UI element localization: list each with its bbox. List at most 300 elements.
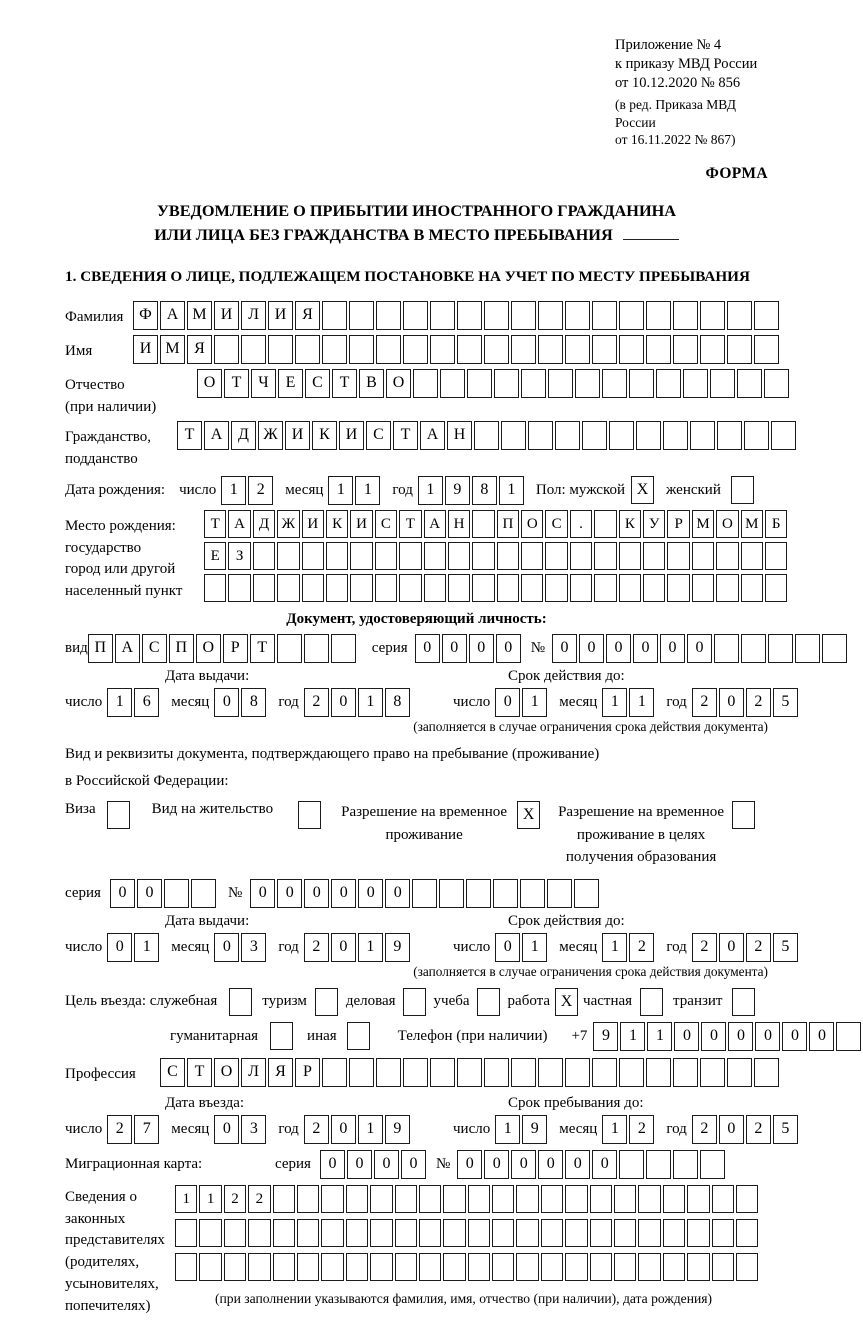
char-cell[interactable]: 1 <box>602 933 627 962</box>
char-cell[interactable] <box>511 301 536 330</box>
char-cell[interactable] <box>712 1253 734 1281</box>
char-cell[interactable] <box>687 1253 709 1281</box>
char-cell[interactable] <box>472 574 494 602</box>
char-cell[interactable]: 0 <box>495 688 520 717</box>
char-cell[interactable] <box>403 301 428 330</box>
char-cell[interactable] <box>614 1253 636 1281</box>
char-cell[interactable] <box>413 369 438 398</box>
purpose-transit-checkbox[interactable] <box>732 988 755 1016</box>
char-cell[interactable] <box>646 301 671 330</box>
char-cell[interactable] <box>516 1185 538 1213</box>
char-cell[interactable] <box>430 335 455 364</box>
char-cell[interactable] <box>297 1185 319 1213</box>
char-cell[interactable]: 0 <box>809 1022 834 1051</box>
char-cell[interactable] <box>619 542 641 570</box>
char-cell[interactable] <box>638 1253 660 1281</box>
char-cell[interactable] <box>164 879 189 908</box>
char-cell[interactable] <box>468 1185 490 1213</box>
char-cell[interactable] <box>741 542 763 570</box>
char-cell[interactable]: М <box>160 335 185 364</box>
char-cell[interactable] <box>297 1219 319 1247</box>
char-cell[interactable] <box>326 574 348 602</box>
purpose-business-checkbox[interactable] <box>229 988 252 1016</box>
char-cell[interactable] <box>673 1150 698 1179</box>
char-cell[interactable]: А <box>160 301 185 330</box>
char-cell[interactable]: 0 <box>511 1150 536 1179</box>
char-cell[interactable]: 0 <box>442 634 467 663</box>
char-cell[interactable] <box>204 574 226 602</box>
char-cell[interactable] <box>321 1185 343 1213</box>
char-cell[interactable] <box>277 634 302 663</box>
char-cell[interactable] <box>690 421 715 450</box>
char-cell[interactable]: Р <box>667 510 689 538</box>
char-cell[interactable] <box>594 542 616 570</box>
char-cell[interactable]: 1 <box>620 1022 645 1051</box>
char-cell[interactable] <box>646 1058 671 1087</box>
char-cell[interactable] <box>754 301 779 330</box>
purpose-other-checkbox[interactable] <box>347 1022 370 1050</box>
char-cell[interactable] <box>443 1253 465 1281</box>
char-cell[interactable] <box>228 574 250 602</box>
char-cell[interactable]: 2 <box>248 1185 270 1213</box>
rvp-edu-checkbox[interactable] <box>732 801 755 829</box>
char-cell[interactable] <box>494 369 519 398</box>
char-cell[interactable] <box>565 1253 587 1281</box>
char-cell[interactable] <box>322 1058 347 1087</box>
char-cell[interactable] <box>253 542 275 570</box>
char-cell[interactable]: 0 <box>687 634 712 663</box>
char-cell[interactable]: 2 <box>304 1115 329 1144</box>
char-cell[interactable]: 2 <box>746 1115 771 1144</box>
char-cell[interactable]: 0 <box>606 634 631 663</box>
char-cell[interactable]: 2 <box>746 933 771 962</box>
char-cell[interactable]: 0 <box>728 1022 753 1051</box>
char-cell[interactable]: П <box>497 510 519 538</box>
char-cell[interactable]: 0 <box>701 1022 726 1051</box>
char-cell[interactable] <box>248 1253 270 1281</box>
char-cell[interactable] <box>638 1185 660 1213</box>
char-cell[interactable]: 1 <box>499 476 524 505</box>
char-cell[interactable]: 0 <box>358 879 383 908</box>
char-cell[interactable]: Т <box>204 510 226 538</box>
char-cell[interactable] <box>765 542 787 570</box>
char-cell[interactable] <box>629 369 654 398</box>
char-cell[interactable] <box>727 301 752 330</box>
char-cell[interactable] <box>614 1219 636 1247</box>
char-cell[interactable] <box>468 1253 490 1281</box>
char-cell[interactable] <box>541 1185 563 1213</box>
char-cell[interactable] <box>191 879 216 908</box>
char-cell[interactable] <box>565 335 590 364</box>
char-cell[interactable]: 1 <box>522 688 547 717</box>
char-cell[interactable]: З <box>228 542 250 570</box>
char-cell[interactable]: . <box>570 510 592 538</box>
char-cell[interactable]: А <box>228 510 250 538</box>
char-cell[interactable]: 5 <box>773 688 798 717</box>
char-cell[interactable]: И <box>268 301 293 330</box>
char-cell[interactable] <box>687 1219 709 1247</box>
char-cell[interactable]: 2 <box>304 688 329 717</box>
char-cell[interactable] <box>241 335 266 364</box>
char-cell[interactable]: 0 <box>719 933 744 962</box>
char-cell[interactable]: М <box>692 510 714 538</box>
char-cell[interactable] <box>501 421 526 450</box>
char-cell[interactable] <box>744 421 769 450</box>
char-cell[interactable] <box>538 1058 563 1087</box>
char-cell[interactable]: Е <box>278 369 303 398</box>
char-cell[interactable] <box>521 369 546 398</box>
char-cell[interactable] <box>712 1185 734 1213</box>
char-cell[interactable]: К <box>619 510 641 538</box>
char-cell[interactable]: Я <box>268 1058 293 1087</box>
char-cell[interactable]: 1 <box>602 688 627 717</box>
char-cell[interactable]: И <box>214 301 239 330</box>
char-cell[interactable]: 9 <box>593 1022 618 1051</box>
char-cell[interactable] <box>592 1058 617 1087</box>
char-cell[interactable]: Т <box>393 421 418 450</box>
char-cell[interactable]: А <box>420 421 445 450</box>
char-cell[interactable]: 1 <box>629 688 654 717</box>
char-cell[interactable] <box>716 574 738 602</box>
char-cell[interactable] <box>836 1022 861 1051</box>
char-cell[interactable] <box>541 1253 563 1281</box>
char-cell[interactable]: 2 <box>248 476 273 505</box>
char-cell[interactable]: Т <box>187 1058 212 1087</box>
char-cell[interactable] <box>590 1185 612 1213</box>
char-cell[interactable] <box>609 421 634 450</box>
char-cell[interactable] <box>663 421 688 450</box>
char-cell[interactable] <box>277 574 299 602</box>
char-cell[interactable]: 1 <box>358 1115 383 1144</box>
char-cell[interactable] <box>511 1058 536 1087</box>
char-cell[interactable]: 2 <box>692 933 717 962</box>
char-cell[interactable] <box>297 1253 319 1281</box>
char-cell[interactable] <box>619 574 641 602</box>
rvp-checkbox[interactable]: X <box>517 801 540 829</box>
char-cell[interactable] <box>302 574 324 602</box>
char-cell[interactable]: 1 <box>199 1185 221 1213</box>
char-cell[interactable] <box>419 1253 441 1281</box>
char-cell[interactable]: 3 <box>241 1115 266 1144</box>
char-cell[interactable]: 0 <box>347 1150 372 1179</box>
char-cell[interactable] <box>412 879 437 908</box>
char-cell[interactable] <box>419 1219 441 1247</box>
char-cell[interactable] <box>322 301 347 330</box>
char-cell[interactable] <box>492 1219 514 1247</box>
char-cell[interactable]: 9 <box>445 476 470 505</box>
char-cell[interactable] <box>321 1253 343 1281</box>
char-cell[interactable]: 0 <box>565 1150 590 1179</box>
char-cell[interactable] <box>754 335 779 364</box>
visa-checkbox[interactable] <box>107 801 130 829</box>
char-cell[interactable] <box>472 542 494 570</box>
char-cell[interactable] <box>822 634 847 663</box>
char-cell[interactable]: 0 <box>674 1022 699 1051</box>
char-cell[interactable] <box>516 1219 538 1247</box>
char-cell[interactable] <box>302 542 324 570</box>
char-cell[interactable]: О <box>521 510 543 538</box>
char-cell[interactable] <box>448 574 470 602</box>
char-cell[interactable]: 0 <box>592 1150 617 1179</box>
char-cell[interactable] <box>295 335 320 364</box>
char-cell[interactable] <box>375 574 397 602</box>
char-cell[interactable] <box>350 574 372 602</box>
char-cell[interactable] <box>667 574 689 602</box>
char-cell[interactable] <box>424 574 446 602</box>
char-cell[interactable] <box>493 879 518 908</box>
char-cell[interactable]: Л <box>241 301 266 330</box>
char-cell[interactable] <box>472 510 494 538</box>
char-cell[interactable] <box>326 542 348 570</box>
char-cell[interactable]: И <box>285 421 310 450</box>
purpose-private-checkbox[interactable] <box>640 988 663 1016</box>
char-cell[interactable]: С <box>142 634 167 663</box>
char-cell[interactable]: 0 <box>401 1150 426 1179</box>
char-cell[interactable]: О <box>197 369 222 398</box>
char-cell[interactable] <box>175 1253 197 1281</box>
char-cell[interactable]: 0 <box>495 933 520 962</box>
char-cell[interactable] <box>636 421 661 450</box>
char-cell[interactable] <box>736 1219 758 1247</box>
char-cell[interactable] <box>663 1185 685 1213</box>
char-cell[interactable] <box>717 421 742 450</box>
char-cell[interactable] <box>570 574 592 602</box>
char-cell[interactable] <box>484 1058 509 1087</box>
char-cell[interactable]: 0 <box>214 688 239 717</box>
char-cell[interactable] <box>619 1150 644 1179</box>
char-cell[interactable]: 0 <box>110 879 135 908</box>
char-cell[interactable] <box>520 879 545 908</box>
char-cell[interactable]: Е <box>204 542 226 570</box>
char-cell[interactable]: У <box>643 510 665 538</box>
char-cell[interactable]: 0 <box>385 879 410 908</box>
sex-male-checkbox[interactable]: X <box>631 476 654 504</box>
char-cell[interactable] <box>349 1058 374 1087</box>
char-cell[interactable] <box>516 1253 538 1281</box>
char-cell[interactable] <box>590 1253 612 1281</box>
char-cell[interactable]: Т <box>250 634 275 663</box>
char-cell[interactable]: 9 <box>522 1115 547 1144</box>
char-cell[interactable]: 2 <box>304 933 329 962</box>
char-cell[interactable] <box>376 335 401 364</box>
char-cell[interactable] <box>521 542 543 570</box>
char-cell[interactable] <box>331 634 356 663</box>
char-cell[interactable]: О <box>214 1058 239 1087</box>
char-cell[interactable] <box>741 574 763 602</box>
char-cell[interactable] <box>565 1219 587 1247</box>
char-cell[interactable] <box>683 369 708 398</box>
char-cell[interactable] <box>771 421 796 450</box>
char-cell[interactable]: 2 <box>692 688 717 717</box>
char-cell[interactable] <box>399 574 421 602</box>
char-cell[interactable] <box>175 1219 197 1247</box>
char-cell[interactable] <box>673 335 698 364</box>
char-cell[interactable]: С <box>160 1058 185 1087</box>
char-cell[interactable]: 0 <box>660 634 685 663</box>
char-cell[interactable] <box>430 1058 455 1087</box>
char-cell[interactable] <box>375 542 397 570</box>
char-cell[interactable]: 0 <box>469 634 494 663</box>
char-cell[interactable] <box>541 1219 563 1247</box>
char-cell[interactable]: 8 <box>385 688 410 717</box>
char-cell[interactable] <box>545 542 567 570</box>
char-cell[interactable] <box>545 574 567 602</box>
char-cell[interactable]: 2 <box>629 1115 654 1144</box>
char-cell[interactable] <box>582 421 607 450</box>
char-cell[interactable]: Ч <box>251 369 276 398</box>
char-cell[interactable]: 1 <box>602 1115 627 1144</box>
char-cell[interactable]: 2 <box>629 933 654 962</box>
char-cell[interactable]: 1 <box>647 1022 672 1051</box>
char-cell[interactable]: А <box>204 421 229 450</box>
char-cell[interactable] <box>395 1185 417 1213</box>
char-cell[interactable] <box>468 1219 490 1247</box>
char-cell[interactable] <box>575 369 600 398</box>
char-cell[interactable]: 2 <box>692 1115 717 1144</box>
char-cell[interactable]: В <box>359 369 384 398</box>
sex-female-checkbox[interactable] <box>731 476 754 504</box>
char-cell[interactable] <box>466 879 491 908</box>
char-cell[interactable]: И <box>339 421 364 450</box>
char-cell[interactable]: Н <box>448 510 470 538</box>
char-cell[interactable] <box>764 369 789 398</box>
char-cell[interactable] <box>521 574 543 602</box>
char-cell[interactable]: С <box>305 369 330 398</box>
char-cell[interactable]: О <box>716 510 738 538</box>
char-cell[interactable]: 1 <box>358 688 383 717</box>
char-cell[interactable]: Т <box>399 510 421 538</box>
char-cell[interactable]: 0 <box>782 1022 807 1051</box>
char-cell[interactable]: О <box>386 369 411 398</box>
char-cell[interactable]: 1 <box>134 933 159 962</box>
char-cell[interactable] <box>528 421 553 450</box>
char-cell[interactable] <box>643 542 665 570</box>
char-cell[interactable] <box>716 542 738 570</box>
char-cell[interactable]: С <box>375 510 397 538</box>
char-cell[interactable]: 0 <box>633 634 658 663</box>
char-cell[interactable]: М <box>741 510 763 538</box>
char-cell[interactable]: Д <box>253 510 275 538</box>
char-cell[interactable]: 1 <box>328 476 353 505</box>
char-cell[interactable]: 1 <box>418 476 443 505</box>
char-cell[interactable] <box>570 542 592 570</box>
char-cell[interactable]: 1 <box>495 1115 520 1144</box>
char-cell[interactable] <box>714 634 739 663</box>
char-cell[interactable] <box>619 1058 644 1087</box>
char-cell[interactable]: Я <box>295 301 320 330</box>
char-cell[interactable] <box>273 1253 295 1281</box>
char-cell[interactable]: 5 <box>773 933 798 962</box>
char-cell[interactable] <box>547 879 572 908</box>
char-cell[interactable]: К <box>326 510 348 538</box>
char-cell[interactable] <box>646 1150 671 1179</box>
char-cell[interactable]: 2 <box>107 1115 132 1144</box>
char-cell[interactable] <box>439 879 464 908</box>
char-cell[interactable] <box>224 1219 246 1247</box>
char-cell[interactable] <box>322 335 347 364</box>
char-cell[interactable]: 3 <box>241 933 266 962</box>
char-cell[interactable] <box>511 335 536 364</box>
char-cell[interactable] <box>614 1185 636 1213</box>
char-cell[interactable] <box>350 542 372 570</box>
char-cell[interactable]: 0 <box>331 879 356 908</box>
purpose-work-checkbox[interactable]: X <box>555 988 578 1016</box>
char-cell[interactable]: 1 <box>175 1185 197 1213</box>
char-cell[interactable]: 0 <box>755 1022 780 1051</box>
char-cell[interactable] <box>592 335 617 364</box>
char-cell[interactable] <box>700 1058 725 1087</box>
char-cell[interactable] <box>736 1253 758 1281</box>
char-cell[interactable] <box>643 574 665 602</box>
char-cell[interactable]: П <box>169 634 194 663</box>
residence-permit-checkbox[interactable] <box>298 801 321 829</box>
purpose-study-checkbox[interactable] <box>477 988 500 1016</box>
char-cell[interactable] <box>687 1185 709 1213</box>
char-cell[interactable]: И <box>133 335 158 364</box>
char-cell[interactable] <box>440 369 465 398</box>
char-cell[interactable] <box>768 634 793 663</box>
char-cell[interactable]: 0 <box>552 634 577 663</box>
char-cell[interactable]: С <box>366 421 391 450</box>
char-cell[interactable] <box>199 1253 221 1281</box>
char-cell[interactable]: 6 <box>134 688 159 717</box>
char-cell[interactable]: 8 <box>472 476 497 505</box>
char-cell[interactable] <box>467 369 492 398</box>
char-cell[interactable]: 2 <box>746 688 771 717</box>
char-cell[interactable] <box>741 634 766 663</box>
char-cell[interactable]: 0 <box>719 688 744 717</box>
char-cell[interactable]: 0 <box>415 634 440 663</box>
char-cell[interactable]: 0 <box>331 688 356 717</box>
char-cell[interactable]: А <box>115 634 140 663</box>
char-cell[interactable]: 7 <box>134 1115 159 1144</box>
char-cell[interactable]: 1 <box>358 933 383 962</box>
char-cell[interactable] <box>346 1219 368 1247</box>
char-cell[interactable] <box>638 1219 660 1247</box>
char-cell[interactable]: 1 <box>522 933 547 962</box>
char-cell[interactable]: 0 <box>538 1150 563 1179</box>
char-cell[interactable] <box>304 634 329 663</box>
char-cell[interactable] <box>376 301 401 330</box>
char-cell[interactable] <box>399 542 421 570</box>
char-cell[interactable]: 1 <box>107 688 132 717</box>
char-cell[interactable] <box>273 1219 295 1247</box>
char-cell[interactable] <box>492 1253 514 1281</box>
char-cell[interactable]: Р <box>295 1058 320 1087</box>
char-cell[interactable]: 0 <box>250 879 275 908</box>
char-cell[interactable] <box>492 1185 514 1213</box>
char-cell[interactable] <box>419 1185 441 1213</box>
char-cell[interactable]: 0 <box>496 634 521 663</box>
char-cell[interactable]: 0 <box>214 933 239 962</box>
char-cell[interactable] <box>538 335 563 364</box>
char-cell[interactable] <box>277 542 299 570</box>
char-cell[interactable]: 0 <box>374 1150 399 1179</box>
char-cell[interactable]: 0 <box>137 879 162 908</box>
purpose-humanitarian-checkbox[interactable] <box>270 1022 293 1050</box>
char-cell[interactable]: Ж <box>277 510 299 538</box>
char-cell[interactable] <box>667 542 689 570</box>
char-cell[interactable] <box>346 1253 368 1281</box>
char-cell[interactable] <box>700 1150 725 1179</box>
char-cell[interactable]: 2 <box>224 1185 246 1213</box>
char-cell[interactable]: Д <box>231 421 256 450</box>
char-cell[interactable] <box>754 1058 779 1087</box>
char-cell[interactable] <box>673 1058 698 1087</box>
char-cell[interactable]: Р <box>223 634 248 663</box>
char-cell[interactable] <box>448 542 470 570</box>
char-cell[interactable]: Ф <box>133 301 158 330</box>
